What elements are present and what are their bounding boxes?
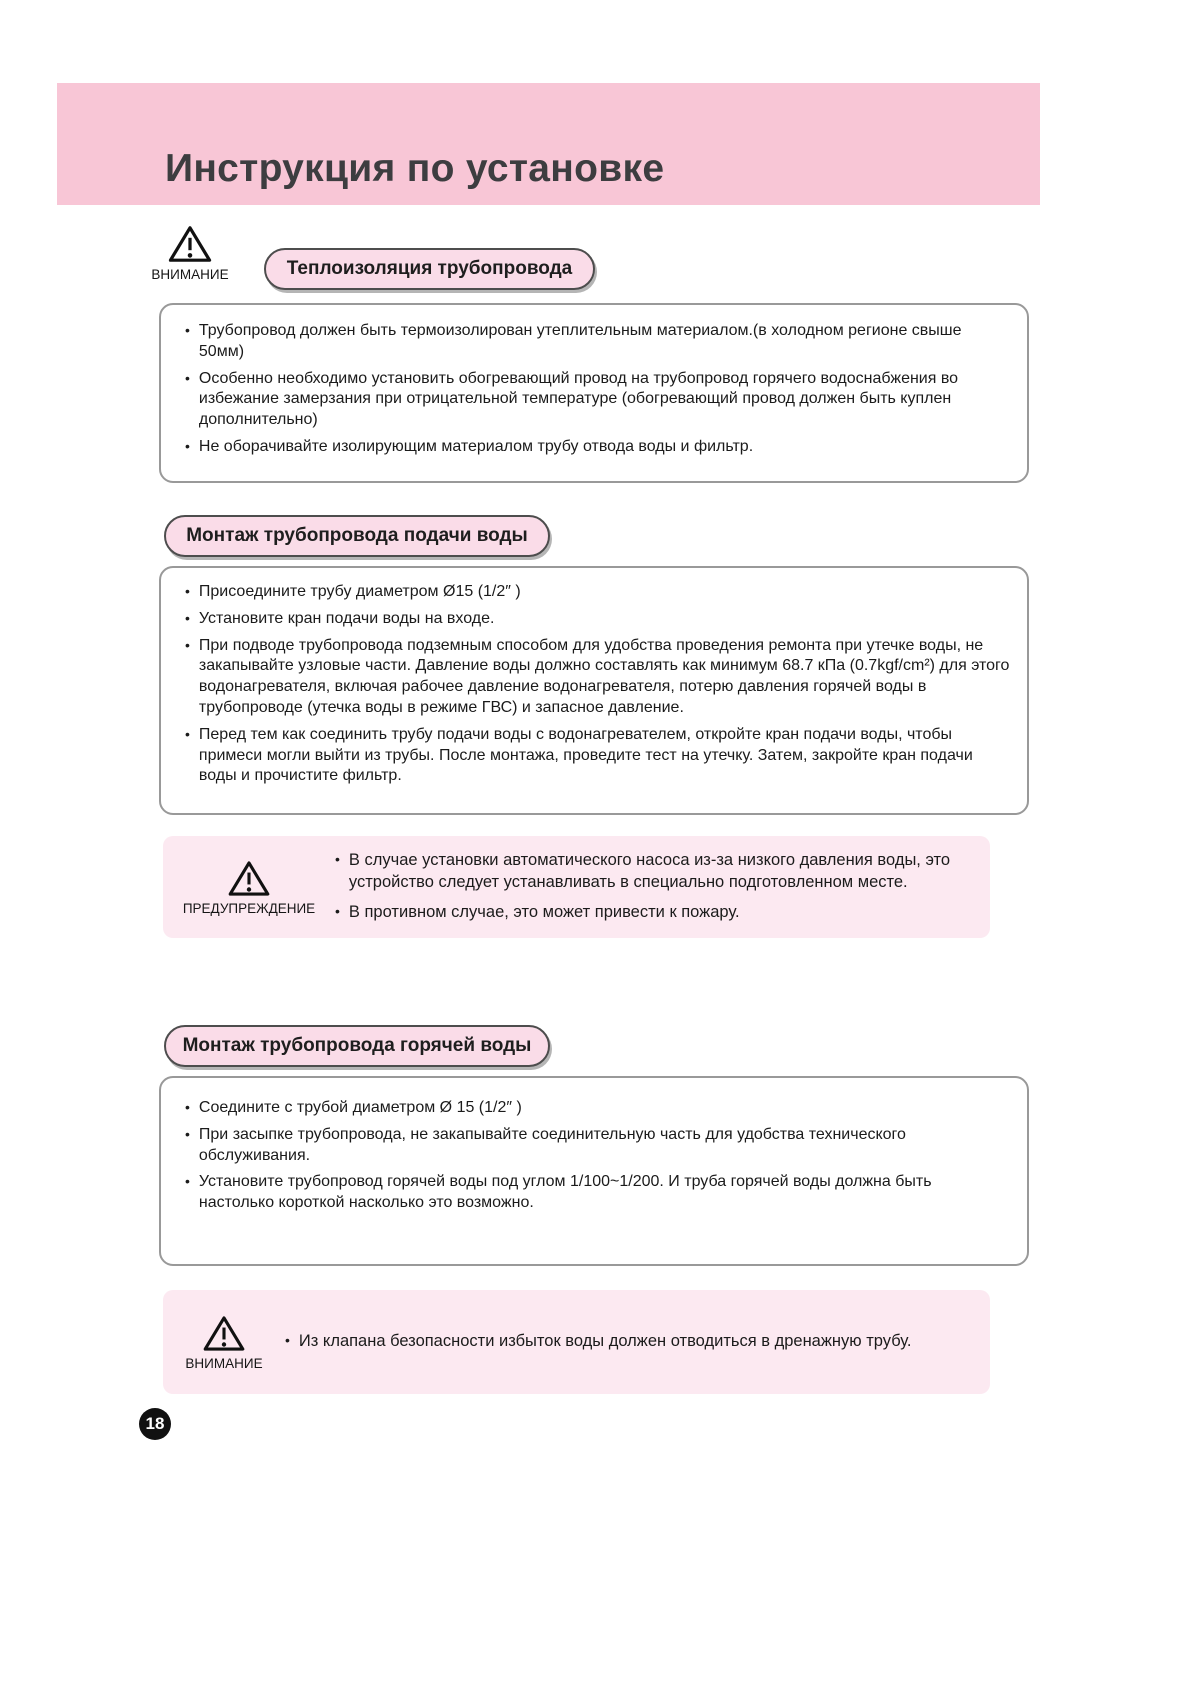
warning-triangle-icon — [227, 859, 271, 898]
page-title: Инструкция по установке — [165, 147, 665, 190]
insulation-content-box — [159, 303, 1029, 483]
section-heading-supply — [164, 515, 550, 557]
hot-bullet-1: • Соедините с трубой диаметром Ø 15 (1/2″ ) — [185, 1098, 1011, 1119]
section-heading-hot-text: Монтаж трубопровода горячей воды — [182, 1035, 532, 1056]
page-number: 18 — [139, 1408, 171, 1440]
caution-strip — [163, 1290, 990, 1394]
warning-badge — [163, 859, 335, 916]
caution-badge-bottom — [163, 1314, 285, 1371]
warning-bullet-1: • В случае установки автоматического насоса из-за низкого давления воды, это устройство следует устанавливать в специально подготовленном месте. — [335, 850, 966, 893]
section-heading-insulation-text: Теплоизоляция трубопровода — [286, 258, 573, 279]
warning-triangle-icon — [202, 1314, 246, 1353]
supply-bullet-1: • Присоедините трубу диаметром Ø15 (1/2″ ) — [185, 582, 1011, 603]
supply-bullet-2: • Установите кран подачи воды на входе. — [185, 609, 1011, 630]
section-heading-insulation — [264, 248, 595, 290]
warning-triangle-icon — [167, 224, 213, 264]
insulation-bullet-1: • Трубопровод должен быть термоизолирован утеплительным материалом.(в холодном регионе свыше 50мм) — [185, 321, 1011, 363]
warning-strip — [163, 836, 990, 938]
header-band — [57, 83, 1040, 205]
section-heading-hot — [164, 1025, 550, 1067]
section-heading-supply-text: Монтаж трубопровода подачи воды — [186, 525, 528, 546]
insulation-bullet-2: • Особенно необходимо установить обогревающий провод на трубопровод горячего водоснабжения во избежание замерзания при отрицательной температуре (обогревающий провод должен быть куплен дополнительно) — [185, 369, 1011, 431]
warning-bullets — [335, 850, 990, 923]
caution-bottom-label: ВНИМАНИЕ — [185, 1355, 263, 1371]
supply-bullet-4: • Перед тем как соединить трубу подачи воды с водонагревателем, откройте кран подачи воды, чтобы примеси могли выйти из трубы. После монтажа, проведите тест на утечку. Затем, закройте кран подачи воды и прочистите фильтр. — [185, 725, 1011, 787]
caution-bullet-1: • Из клапана безопасности избыток воды должен отводиться в дренажную трубу. — [285, 1331, 966, 1352]
warning-bullet-2: • В противном случае, это может привести к пожару. — [335, 902, 966, 923]
hot-bullet-2: • При засыпке трубопровода, не закапывайте соединительную часть для удобства технического обслуживания. — [185, 1125, 1011, 1167]
caution-label: ВНИМАНИЕ — [151, 267, 229, 282]
caution-bullets — [285, 1331, 990, 1352]
hot-content-box — [159, 1076, 1029, 1266]
supply-bullet-3: • При подводе трубопровода подземным способом для удобства проведения ремонта при утечке воды, не закапывайте узловые части. Давление воды должно составлять как минимум 68.7 кПа (0.7kgf/cm²) для этого водонагревателя, включая рабочее давление водонагревателя, потерю давления горячей воды в трубопроводе (утечка воды в режиме ГВС) и запасное давление. — [185, 636, 1011, 719]
supply-content-box — [159, 566, 1029, 815]
hot-bullet-3: • Установите трубопровод горячей воды под углом 1/100~1/200. И труба горячей воды должна быть настолько короткой насколько это возможно. — [185, 1172, 1011, 1214]
insulation-bullet-3: • Не оборачивайте изолирующим материалом трубу отвода воды и фильтр. — [185, 437, 1011, 458]
warning-label: ПРЕДУПРЕЖДЕНИЕ — [182, 900, 316, 916]
caution-badge-top — [148, 224, 232, 282]
